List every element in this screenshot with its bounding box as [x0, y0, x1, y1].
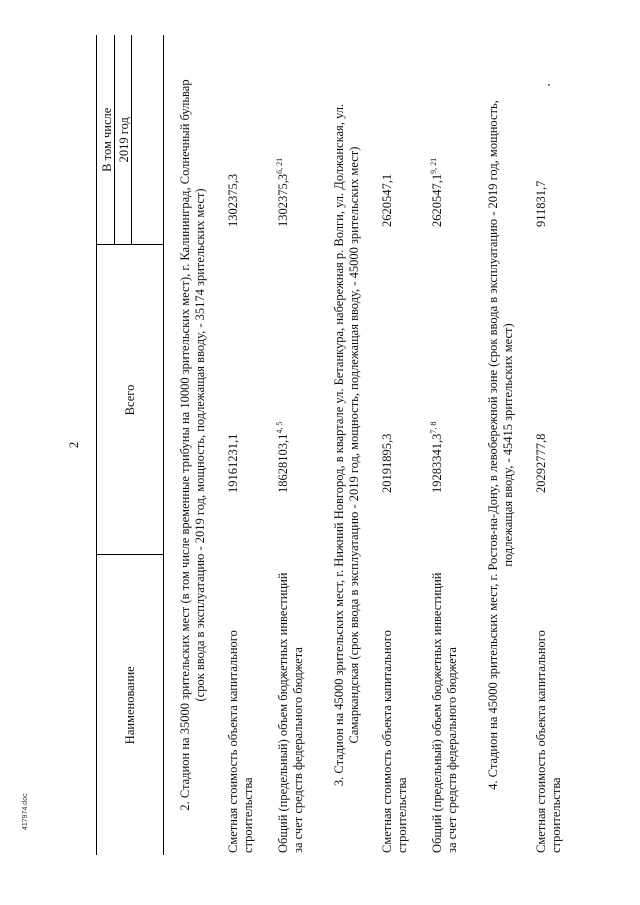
row-year: 1302375,3$^{6, 21}$: [275, 157, 290, 227]
row-name: Сметная стоимость объекта капитального строительства: [226, 630, 255, 853]
row-year: 911831,7: [534, 180, 548, 227]
header-year-spacer: [131, 35, 158, 245]
section-title: 2. Стадион на 35000 зрительских мест (в том числе временные трибуны на 10000 зрительских мест), г. Калининград, Солнечный бульвар (срок ввода в эксплуатацию - 2019 год, мощность, подлежащая вводу, - 35174 зрительских мест): [178, 79, 207, 811]
table-row: [372, 35, 422, 855]
row-total: 20191895,3: [380, 433, 394, 493]
section-title-row: [164, 35, 219, 855]
table-row: [268, 35, 318, 855]
section-title-row: [318, 35, 372, 855]
section-title-row: [472, 35, 526, 855]
header-name: Наименование: [97, 555, 164, 855]
page-number: 2: [66, 441, 81, 449]
row-name: Общий (предельный) объем бюджетных инвестиций за счет средств федерального бюджета: [276, 572, 305, 853]
section-title: 3. Стадион на 45000 зрительских мест, г. Нижний Новгород, в квартале ул. Бетанкура, набережная р. Волги, ул. Должанская, ул. Самаркандская (срок ввода в эксплуатацию - 2019 год, мощность, подлежащая вводу, - 45000 зрительских мест): [332, 103, 361, 787]
header-year: 2019 год: [114, 35, 131, 245]
row-year: 2620547,1: [380, 173, 394, 227]
row-name: Сметная стоимость объекта капитального строительства: [534, 630, 563, 853]
section-title: 4. Стадион на 45000 зрительских мест, г. Ростов-на-Дону, в левобережной зоне (срок ввода в эксплуатацию - 2019 год, мощность, подлежащая вводу, - 45415 зрительских мест): [486, 100, 515, 790]
investment-table: [96, 35, 576, 855]
header-total: Всего: [97, 245, 164, 555]
header-including: [97, 35, 164, 245]
rotated-page: [66, 35, 586, 855]
table-row: [526, 35, 576, 855]
table-row: [218, 35, 268, 855]
document-filename: 417974.doc: [22, 793, 29, 830]
table-header-row: [97, 35, 164, 855]
row-name: Сметная стоимость объекта капитального строительства: [380, 630, 409, 853]
row-name: Общий (предельный) объем бюджетных инвестиций за счет средств федерального бюджета: [430, 572, 459, 853]
row-total: 20292777,8: [534, 433, 548, 493]
table-row: [422, 35, 472, 855]
row-total: 18628103,1$^{4, 5}$: [275, 421, 290, 493]
row-year: 2620547,1$^{9, 21}$: [429, 157, 444, 227]
header-including-label: В том числе: [100, 107, 114, 172]
row-total: 19161231,1: [226, 433, 240, 493]
row-year: 1302375,3: [226, 173, 240, 227]
row-total: 19283341,3$^{7, 8}$: [429, 421, 444, 493]
